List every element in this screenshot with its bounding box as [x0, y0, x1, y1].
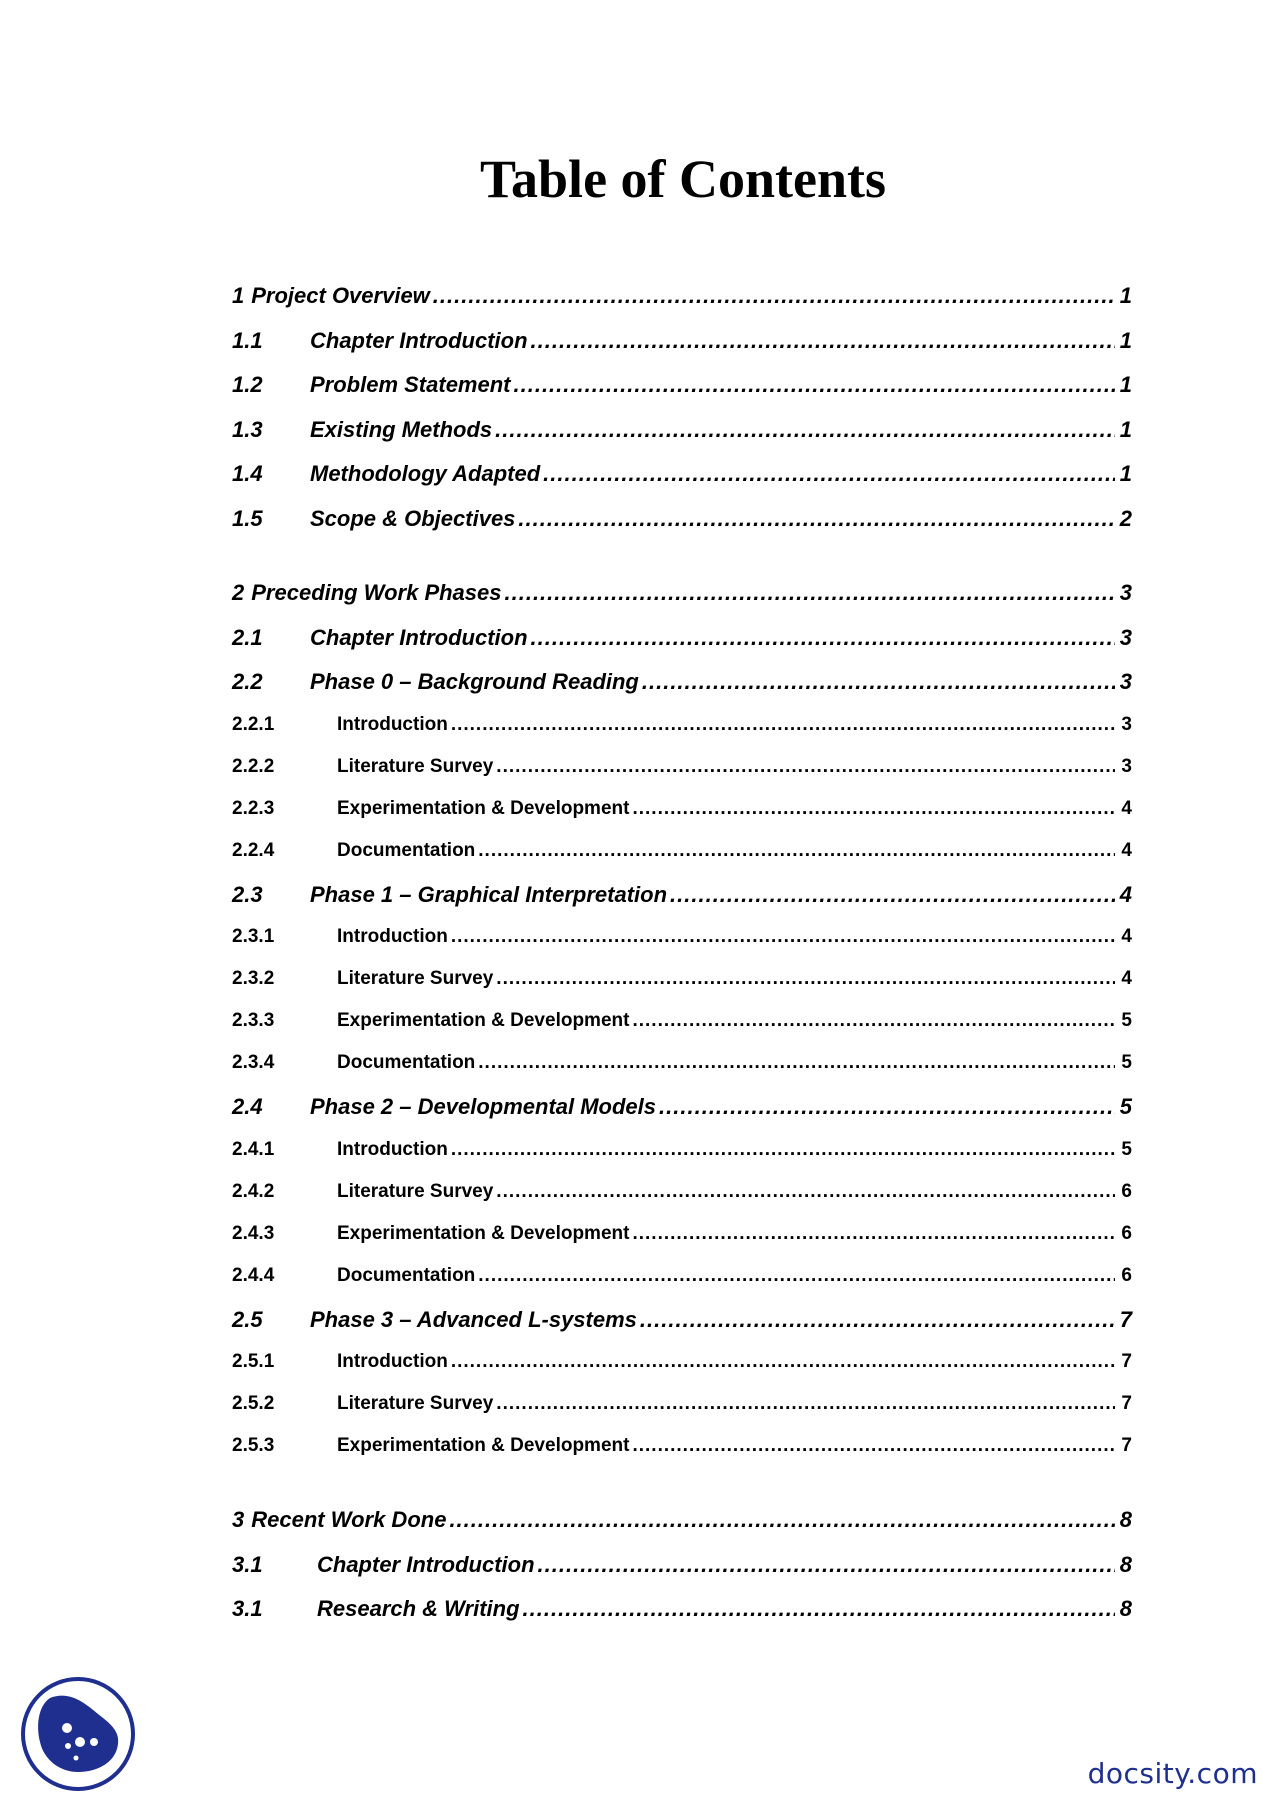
toc-entry-page: 8 [1119, 1551, 1132, 1577]
toc-entry[interactable] [232, 506, 1132, 551]
toc-entry-number: 2.5 [232, 1306, 263, 1332]
toc-entry-title: Literature Survey [337, 968, 494, 989]
toc-entry-page: 5 [1119, 1094, 1132, 1119]
toc-entry-page: 7 [1121, 1435, 1132, 1456]
toc-entry[interactable] [232, 1435, 1132, 1477]
toc-entry-number: 2 [232, 580, 245, 605]
toc-entry-title: Project Overview [251, 283, 430, 308]
toc-entry-page: 5 [1121, 1052, 1132, 1073]
toc-dot-leader [496, 968, 1115, 990]
toc-entry-number: 2.1 [232, 624, 263, 650]
toc-entry-number: 2.2 [232, 669, 263, 694]
toc-dot-leader [496, 1181, 1115, 1203]
toc-entry-number: 3 [232, 1507, 245, 1532]
toc-dot-leader [478, 840, 1115, 862]
toc-entry-number: 1 [232, 283, 245, 308]
toc-entry[interactable] [232, 1307, 1132, 1352]
toc-entry-page: 4 [1121, 968, 1132, 989]
toc-entry-number: 3.1 [232, 1551, 263, 1577]
toc-dot-leader [659, 1094, 1115, 1120]
toc-entry-number: 2.3.4 [232, 1052, 275, 1073]
toc-entry[interactable] [232, 798, 1132, 840]
toc-entry[interactable] [232, 840, 1132, 882]
toc-entry[interactable] [232, 1223, 1132, 1265]
toc-dot-leader [478, 1052, 1115, 1074]
toc-dot-leader [478, 1265, 1115, 1287]
toc-dot-leader [538, 1552, 1115, 1578]
toc-entry-title: Experimentation & Development [337, 797, 630, 819]
toc-entry[interactable] [232, 625, 1132, 670]
toc-entry[interactable] [232, 372, 1132, 417]
toc-entry-page: 2 [1119, 505, 1132, 531]
toc-entry-page: 4 [1121, 926, 1132, 947]
toc-entry[interactable] [232, 1552, 1132, 1597]
toc-entry-page: 3 [1119, 624, 1132, 650]
toc-entry-page: 3 [1121, 755, 1132, 777]
toc-entry-number: 1.4 [232, 461, 263, 486]
toc-dot-leader [505, 580, 1116, 606]
toc-dot-leader [642, 669, 1115, 695]
toc-entry-page: 6 [1121, 1222, 1132, 1244]
toc-entry-title: Chapter Introduction [310, 624, 528, 650]
toc-entry-title: Documentation [337, 839, 476, 861]
toc-entry-number: 2.4.3 [232, 1222, 275, 1244]
toc-entry[interactable] [232, 1010, 1132, 1052]
toc-entry[interactable] [232, 1265, 1132, 1307]
toc-dot-leader [523, 1596, 1115, 1622]
docsity-logo-icon [20, 1676, 136, 1792]
toc-entry-page: 1 [1119, 283, 1132, 308]
toc-entry-title: Existing Methods [310, 416, 493, 442]
toc-entry-page: 1 [1119, 372, 1132, 397]
toc-dot-leader [518, 506, 1115, 532]
toc-entry-title: Problem Statement [310, 372, 511, 397]
brand-watermark[interactable]: docsity.com [1087, 1757, 1258, 1790]
toc-entry-title: Methodology Adapted [310, 461, 541, 486]
toc-entry-number: 2.4.1 [232, 1138, 275, 1160]
toc-entry-page: 1 [1119, 327, 1132, 353]
toc-entry[interactable] [232, 882, 1132, 927]
toc-dot-leader [632, 1435, 1115, 1457]
toc-entry-title: Introduction [337, 1351, 448, 1372]
toc-entry-number: 1.1 [232, 327, 263, 353]
toc-entry-page: 1 [1119, 461, 1132, 486]
toc-entry[interactable] [232, 926, 1132, 968]
toc-entry[interactable] [232, 328, 1132, 373]
toc-entry-title: Research & Writing [317, 1596, 520, 1621]
toc-entry[interactable] [232, 461, 1132, 506]
toc-dot-leader [495, 417, 1115, 443]
toc-entry-title: Introduction [337, 713, 448, 735]
toc-entry-number: 2.4.4 [232, 1264, 275, 1286]
toc-entry-page: 1 [1119, 416, 1132, 442]
toc-entry[interactable] [232, 756, 1132, 798]
toc-dot-leader [632, 1010, 1115, 1032]
toc-entry-number: 2.4 [232, 1094, 263, 1119]
toc-entry-page: 3 [1119, 669, 1132, 694]
toc-entry-page: 6 [1121, 1264, 1132, 1286]
toc-dot-leader [496, 1393, 1115, 1415]
toc-entry-title: Chapter Introduction [317, 1551, 535, 1577]
toc-entry-title: Experimentation & Development [337, 1010, 630, 1031]
toc-entry[interactable] [232, 1052, 1132, 1094]
page-title: Table of Contents [479, 149, 887, 209]
toc-entry-number: 2.2.3 [232, 797, 275, 819]
toc-entry-title: Introduction [337, 926, 448, 947]
toc-entry-number: 2.5.3 [232, 1435, 275, 1456]
toc-entry-title: Literature Survey [337, 1180, 494, 1202]
toc-entry-title: Scope & Objectives [310, 505, 516, 531]
toc-entry-page: 8 [1119, 1507, 1132, 1532]
toc-entry-number: 2.2.4 [232, 839, 275, 861]
toc-entry-number: 2.5.1 [232, 1351, 275, 1372]
toc-entry-number: 2.4.2 [232, 1180, 275, 1202]
toc-entry-page: 4 [1121, 797, 1132, 819]
table-of-contents [232, 283, 1132, 1641]
toc-entry-title: Recent Work Done [251, 1507, 447, 1532]
toc-entry-page: 7 [1121, 1393, 1132, 1414]
toc-entry-page: 5 [1121, 1138, 1132, 1160]
toc-entry-title: Phase 0 – Background Reading [310, 669, 639, 694]
toc-entry-page: 8 [1119, 1596, 1132, 1621]
toc-entry-title: Phase 2 – Developmental Models [310, 1094, 657, 1119]
toc-entry[interactable] [232, 417, 1132, 462]
toc-entry-number: 2.5.2 [232, 1393, 275, 1414]
toc-dot-leader [514, 372, 1116, 398]
toc-entry-title: Preceding Work Phases [251, 580, 502, 605]
toc-entry-number: 2.2.2 [232, 755, 275, 777]
toc-entry-title: Documentation [337, 1052, 476, 1073]
toc-entry-number: 2.3.3 [232, 1010, 275, 1031]
toc-entry-number: 1.5 [232, 505, 263, 531]
toc-entry-page: 3 [1119, 580, 1132, 605]
toc-entry[interactable] [232, 669, 1132, 714]
toc-entry-number: 2.3.2 [232, 968, 275, 989]
toc-dot-leader [451, 1139, 1115, 1161]
toc-entry[interactable] [232, 1094, 1132, 1139]
toc-entry-title: Experimentation & Development [337, 1222, 630, 1244]
toc-dot-leader [632, 1223, 1115, 1245]
toc-entry-title: Experimentation & Development [337, 1435, 630, 1456]
toc-dot-leader [632, 798, 1115, 820]
toc-entry[interactable] [232, 1351, 1132, 1393]
toc-entry-page: 5 [1121, 1010, 1132, 1031]
toc-entry[interactable] [232, 1393, 1132, 1435]
toc-dot-leader [451, 714, 1115, 736]
toc-entry-title: Literature Survey [337, 755, 494, 777]
toc-entry-title: Chapter Introduction [310, 327, 528, 353]
toc-entry[interactable] [232, 283, 1132, 328]
toc-entry-page: 6 [1121, 1180, 1132, 1202]
toc-dot-leader [531, 328, 1115, 354]
toc-dot-leader [449, 1507, 1115, 1533]
toc-entry-page: 4 [1119, 881, 1132, 907]
toc-entry[interactable] [232, 1596, 1132, 1641]
toc-entry-number: 2.2.1 [232, 713, 275, 735]
toc-entry[interactable] [232, 1507, 1132, 1552]
toc-entry-number: 3.1 [232, 1596, 263, 1621]
toc-entry-title: Literature Survey [337, 1393, 494, 1414]
toc-dot-leader [451, 926, 1115, 948]
toc-dot-leader [496, 756, 1115, 778]
toc-entry[interactable] [232, 1181, 1132, 1223]
toc-entry-page: 3 [1121, 713, 1132, 735]
toc-entry[interactable] [232, 714, 1132, 756]
toc-dot-leader [640, 1307, 1115, 1333]
toc-entry-title: Documentation [337, 1264, 476, 1286]
toc-dot-leader [433, 283, 1115, 309]
toc-dot-leader [543, 461, 1115, 487]
toc-entry-page: 7 [1119, 1306, 1132, 1332]
toc-entry-number: 1.3 [232, 416, 263, 442]
toc-entry-number: 2.3 [232, 881, 263, 907]
toc-entry-number: 2.3.1 [232, 926, 275, 947]
toc-entry-title: Phase 1 – Graphical Interpretation [310, 881, 668, 907]
toc-entry[interactable] [232, 1139, 1132, 1181]
toc-entry-number: 1.2 [232, 372, 263, 397]
toc-entry-page: 4 [1121, 839, 1132, 861]
toc-dot-leader [670, 882, 1115, 908]
toc-entry-page: 7 [1121, 1351, 1132, 1372]
toc-dot-leader [451, 1351, 1115, 1373]
toc-entry[interactable] [232, 968, 1132, 1010]
toc-entry-title: Introduction [337, 1138, 448, 1160]
toc-dot-leader [531, 625, 1115, 651]
toc-entry[interactable] [232, 580, 1132, 625]
toc-entry-title: Phase 3 – Advanced L-systems [310, 1306, 637, 1332]
